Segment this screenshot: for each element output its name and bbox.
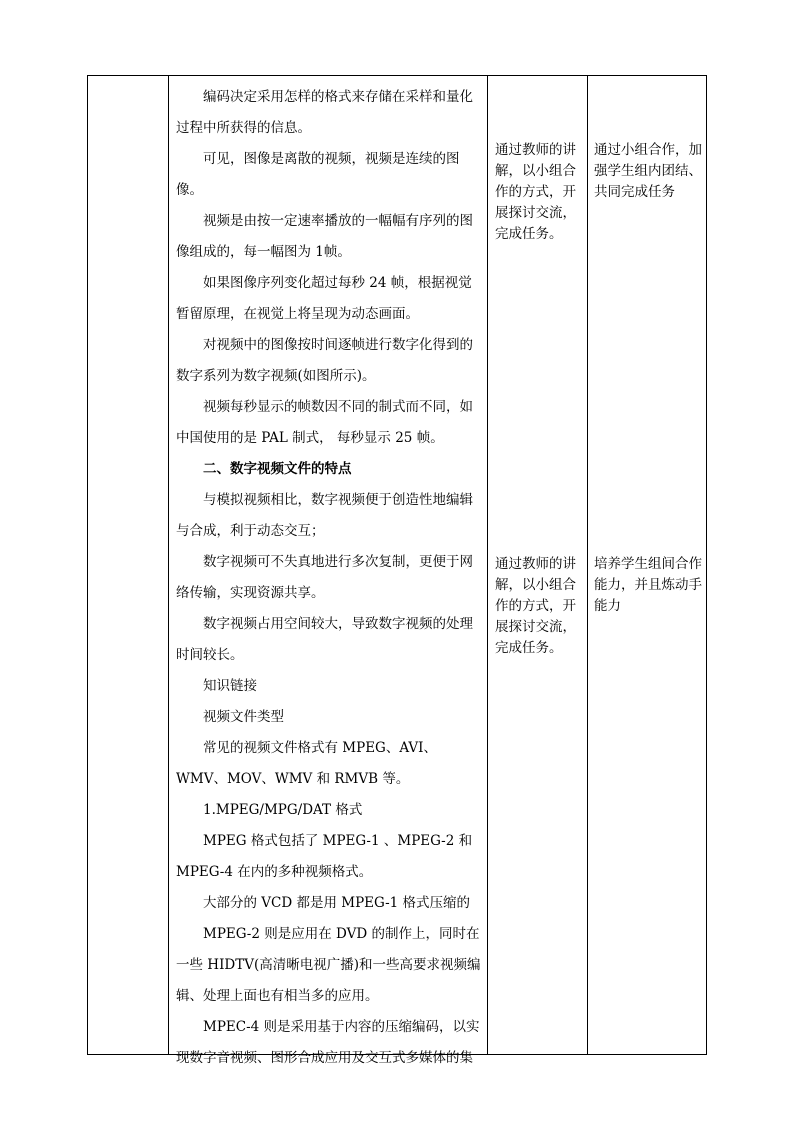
content-paragraph: 编码决定采用怎样的格式来存储在采样和量化过程中所获得的信息。 <box>176 89 473 136</box>
teacher-method-note-2: 通过教师的讲解，以小组合作的方式，开展探讨交流，完成任务。 <box>495 556 576 656</box>
column-divider <box>487 76 488 1054</box>
teacher-method-note-1: 通过教师的讲解，以小组合作的方式，开展探讨交流，完成任务。 <box>495 142 576 242</box>
content-paragraph: 视频文件类型 <box>203 709 284 725</box>
content-paragraph: 1.MPEG/MPG/DAT 格式 <box>203 802 363 818</box>
content-paragraph: MPEG-2 则是应用在 DVD 的制作上，同时在一些 HIDTV(高清晰电视广播)和一些高要求视频编辑、处理上面也有相当多的应用。 <box>176 926 481 1004</box>
content-paragraph: 与模拟视频相比，数字视频便于创造性地编辑与合成，利于动态交互； <box>176 492 473 539</box>
learning-goal-note-1: 通过小组合作，加强学生组内团结、共同完成任务 <box>594 142 702 200</box>
content-paragraph: 数字视频可不失真地进行多次复制，更便于网络传输，实现资源共享。 <box>176 554 473 601</box>
column-divider <box>587 76 588 1054</box>
content-paragraph: 可见，图像是离散的视频，视频是连续的图像。 <box>176 151 460 198</box>
content-paragraph: 视频是由按一定速率播放的一幅幅有序列的图像组成的，每一幅图为 1帧。 <box>176 213 473 260</box>
content-paragraph: 大部分的 VCD 都是用 MPEG-1 格式压缩的 <box>203 895 471 911</box>
content-paragraph: MPEG 格式包括了 MPEG-1 、MPEG-2 和MPEG-4 在内的多种视频格式。 <box>176 833 473 880</box>
content-paragraph: 数字视频占用空间较大，导致数字视频的处理时间较长。 <box>176 616 473 663</box>
section-heading: 二、数字视频文件的特点 <box>203 461 352 477</box>
content-paragraph: 常见的视频文件格式有 MPEG、AVI、WMV、MOV、WMV 和 RMVB 等。 <box>176 740 437 787</box>
content-paragraph: 视频每秒显示的帧数因不同的制式而不同，如中国使用的是 PAL 制式， 每秒显示 25 帧。 <box>176 399 473 446</box>
content-paragraph: 如果图像序列变化超过每秒 24 帧，根据视觉暂留原理，在视觉上将呈现为动态画面。 <box>176 275 472 322</box>
lesson-content-column <box>169 76 487 1074</box>
content-paragraph: 对视频中的图像按时间逐帧进行数字化得到的数字系列为数字视频(如图所示)。 <box>176 337 473 384</box>
content-paragraph: 知识链接 <box>203 678 257 694</box>
learning-goal-note-2: 培养学生组间合作能力，并且炼动手能力 <box>594 556 702 614</box>
content-paragraph: MPEC-4 则是采用基于内容的压缩编码，以实现数字音视频、图形合成应用及交互式多媒体的集 <box>176 1019 480 1066</box>
lesson-table <box>87 75 707 1066</box>
